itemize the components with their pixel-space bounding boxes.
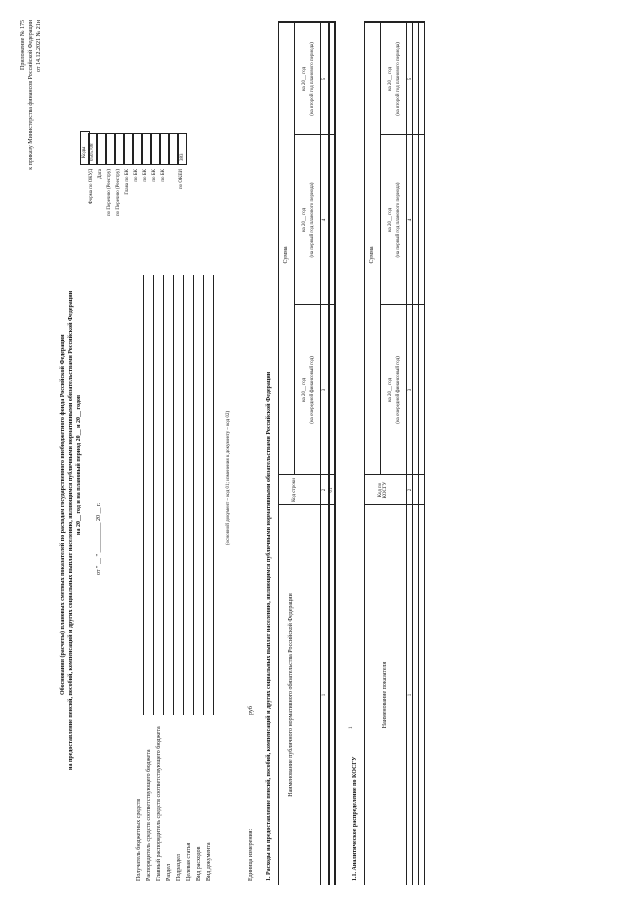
s11-num-1: 1 <box>408 693 413 697</box>
s11-col-code: Код по КОСГУ <box>378 481 388 499</box>
code-row-label: по БК <box>134 169 139 182</box>
field-value-line[interactable] <box>183 275 184 715</box>
title-line-1: Обоснования (расчеты) плановых сметных показателей по расходам государственного внебюджетного фонда Российской Федерации <box>60 334 66 695</box>
code-cell[interactable] <box>88 133 97 165</box>
s11-num-3: 3 <box>408 388 413 392</box>
s1-col-y2: на 20__ год <box>302 207 307 233</box>
s1-col-y1-sub: (на очередной финансовый год) <box>310 356 315 424</box>
code-row-label: по Перечню (Реестру) <box>116 169 121 217</box>
code-value: 0505708 <box>90 143 95 161</box>
field-value-line[interactable] <box>173 275 174 715</box>
code-cell[interactable] <box>133 133 142 165</box>
unit-value: руб <box>248 706 254 715</box>
s1-col-name: Наименование публичного нормативного обязательства Российской Федерации <box>288 593 294 797</box>
field-label: Получатель бюджетных средств <box>136 798 142 881</box>
field-value-line[interactable] <box>213 275 214 715</box>
code-cell[interactable] <box>178 133 187 165</box>
code-cell[interactable] <box>106 133 115 165</box>
s1-col-y1: на 20__ год <box>302 377 307 403</box>
s1-col-code: Код строки <box>292 478 297 502</box>
field-label: Распорядитель средств соответствующего бюджета <box>146 749 152 881</box>
codes-header: Коды <box>82 146 87 158</box>
code-cell[interactable] <box>115 133 124 165</box>
section1-title: 1. Расходы на предоставление пенсий, пособий, компенсаций и других социальных выплат населению, являющимся публичными нормативными обязательствами Российской Федерации <box>266 371 272 881</box>
code-row-label: по ОКЕИ <box>179 169 184 190</box>
s11-num-4: 4 <box>408 218 413 222</box>
code-row-label: по БК <box>143 169 148 182</box>
section11-title: 1.1. Аналитическое распределение по КОСГУ <box>352 756 358 881</box>
field-value-line[interactable] <box>163 275 164 715</box>
code-cell[interactable] <box>124 133 133 165</box>
s1-row-code: 01 <box>329 487 334 493</box>
s1-num-4: 4 <box>322 218 327 222</box>
s11-col-sum: Сумма <box>369 246 375 264</box>
s1-col-y3-sub: (на второй год планового периода) <box>310 42 315 116</box>
title-line-2: на предоставление пенсий, пособий, компенсаций и других социальных выплат населению, являющимся публичными нормативными обязательствами Российской Федерации <box>68 290 74 770</box>
section11-footnote: 1 <box>349 726 354 729</box>
s1-num-2: 2 <box>322 488 327 492</box>
field-label: Главный распорядитель средств соответствующего бюджета <box>156 726 162 881</box>
field-value-line[interactable] <box>193 275 194 715</box>
order-line-2: от 14.12.2021 № 21н <box>36 20 42 72</box>
doc-type-hint: (основной документ – код 01; изменения к документу – код 02) <box>226 410 231 545</box>
section1-table <box>278 21 334 885</box>
order-line-1: к приказу Министерства финансов Российской Федерации <box>28 20 34 170</box>
date-line: от " __ " __________ 20 __ г. <box>96 502 102 575</box>
code-value: 383 <box>180 153 185 161</box>
s1-num-3: 3 <box>322 388 327 392</box>
code-row-label: Глава по БК <box>125 169 130 195</box>
s1-col-y3: на 20__ год <box>302 66 307 92</box>
field-label: Раздел <box>166 864 172 881</box>
appendix-number: Приложение № 175 <box>20 20 26 70</box>
s11-num-2: 2 <box>408 488 413 492</box>
s1-col-y2-sub: (на первый год планового периода) <box>310 182 315 258</box>
code-row-label: по БК <box>152 169 157 182</box>
code-row-label: Форма по ОКУД <box>89 169 94 205</box>
code-row-label: по Перечню (Реестру) <box>107 169 112 217</box>
field-label: Целевая статья <box>186 842 192 881</box>
s11-col-y2: на 20__ год <box>388 207 393 233</box>
s11-col-y1-sub: (на очередной финансовый год) <box>396 356 401 424</box>
field-label: Вид документа <box>206 842 212 881</box>
s1-num-1: 1 <box>322 693 327 697</box>
s11-col-y1: на 20__ год <box>388 377 393 403</box>
code-cell[interactable] <box>169 133 178 165</box>
s11-col-y2-sub: (на первый год планового периода) <box>396 182 401 258</box>
field-label: Подраздел <box>176 854 182 881</box>
unit-label: Единица измерения: <box>248 828 254 881</box>
code-row-label: по БК <box>161 169 166 182</box>
section11-table <box>364 21 424 885</box>
code-cell[interactable] <box>151 133 160 165</box>
field-value-line[interactable] <box>143 275 144 715</box>
title-line-3: на 20__ год и на плановый период 20__ и 20__ годов <box>76 394 82 535</box>
s1-num-5: 5 <box>322 77 327 81</box>
field-value-line[interactable] <box>153 275 154 715</box>
code-cell[interactable] <box>160 133 169 165</box>
s1-col-sum: Сумма <box>283 246 289 264</box>
code-cell[interactable] <box>97 133 106 165</box>
s11-col-name: Наименование показателя <box>382 661 388 729</box>
s11-num-5: 5 <box>408 77 413 81</box>
field-value-line[interactable] <box>203 275 204 715</box>
s11-col-y3: на 20__ год <box>388 66 393 92</box>
code-row-label: Дата <box>98 169 103 179</box>
s11-col-y3-sub: (на второй год планового периода) <box>396 42 401 116</box>
code-cell[interactable] <box>142 133 151 165</box>
field-label: Вид расходов <box>196 846 202 881</box>
